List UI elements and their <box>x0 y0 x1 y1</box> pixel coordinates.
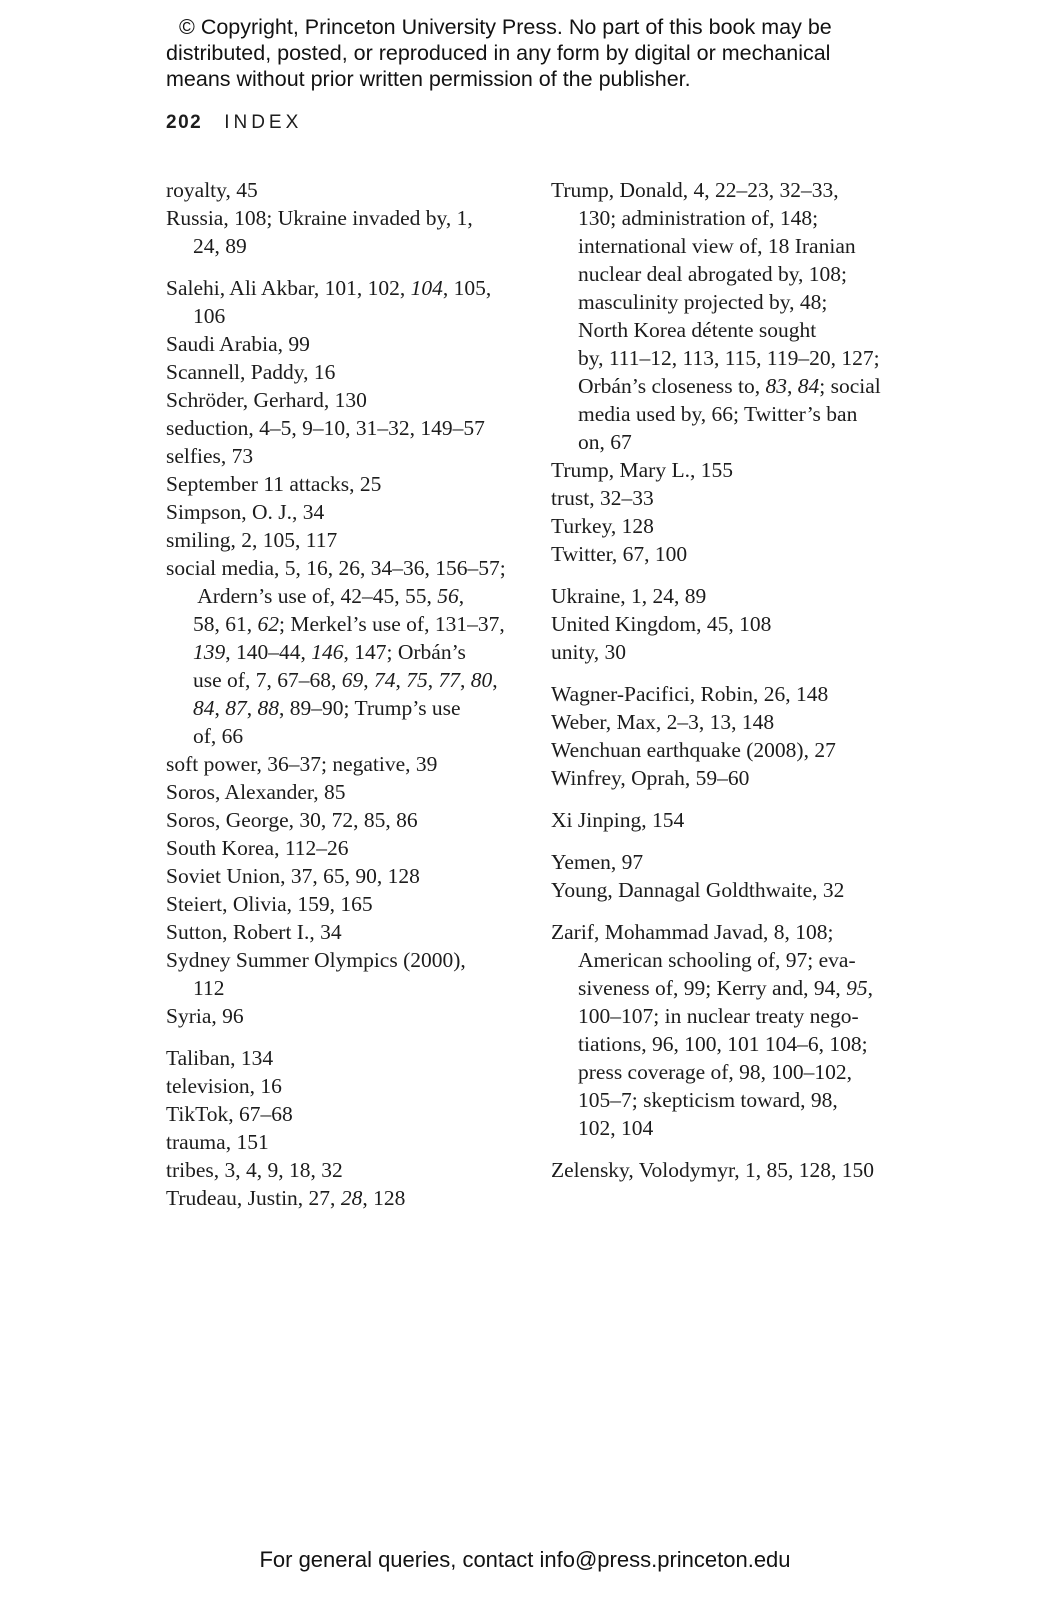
index-text: selfies, 73 <box>166 444 254 468</box>
index-group <box>551 1156 881 1184</box>
index-line <box>166 638 506 666</box>
index-text: Weber, Max, 2–3, 13, 148 <box>551 710 775 734</box>
italic-page-number: 139 <box>193 640 226 664</box>
index-line <box>166 232 506 260</box>
index-line <box>166 274 506 302</box>
index-line <box>551 582 881 610</box>
index-text: Russia, 108; Ukraine invaded by, 1, <box>166 206 473 230</box>
index-text: , <box>246 696 258 720</box>
index-group <box>551 918 881 1142</box>
index-text: , <box>427 668 439 692</box>
index-text: ; Merkel’s use of, 131–37, <box>279 612 505 636</box>
index-text: , <box>363 668 374 692</box>
index-line <box>551 260 881 288</box>
index-text: Saudi Arabia, 99 <box>166 332 310 356</box>
index-line <box>166 610 506 638</box>
index-line <box>166 1100 506 1128</box>
index-line <box>166 666 506 694</box>
index-text: Orbán’s closeness to, <box>578 374 766 398</box>
index-text: Scannell, Paddy, 16 <box>166 360 336 384</box>
index-line <box>166 302 506 330</box>
index-text: Wenchuan earthquake (2008), 27 <box>551 738 836 762</box>
index-line <box>166 442 506 470</box>
index-line <box>166 722 506 750</box>
index-line <box>166 694 506 722</box>
page-header <box>166 112 302 134</box>
index-text: TikTok, 67–68 <box>166 1102 293 1126</box>
index-line <box>166 358 506 386</box>
index-line <box>166 750 506 778</box>
index-line <box>166 1156 506 1184</box>
index-group <box>551 848 881 904</box>
index-text: Soros, George, 30, 72, 85, 86 <box>166 808 418 832</box>
index-line <box>166 386 506 414</box>
index-line <box>551 1002 881 1030</box>
index-group <box>166 1044 506 1212</box>
footer-query-note: For general queries, contact info@press.princeton.edu <box>259 1547 791 1572</box>
index-text: Soros, Alexander, 85 <box>166 780 346 804</box>
italic-page-number: 56 <box>437 584 459 608</box>
index-text: television, 16 <box>166 1074 282 1098</box>
index-line <box>551 946 881 974</box>
index-line <box>166 204 506 232</box>
index-group <box>551 806 881 834</box>
index-line <box>551 540 881 568</box>
index-text: , 105, <box>442 276 492 300</box>
index-line <box>166 526 506 554</box>
index-line <box>551 610 881 638</box>
index-text: tribes, 3, 4, 9, 18, 32 <box>166 1158 343 1182</box>
index-text: Xi Jinping, 154 <box>551 808 685 832</box>
italic-page-number: 28 <box>340 1186 363 1210</box>
italic-page-number: 87 <box>225 696 247 720</box>
index-line <box>166 1072 506 1100</box>
index-line <box>551 316 881 344</box>
index-text: , <box>492 668 498 692</box>
index-text: Ardern’s use of, 42–45, 55, <box>193 584 438 608</box>
index-line <box>551 400 881 428</box>
index-text: Syria, 96 <box>166 1004 244 1028</box>
index-line <box>166 554 506 582</box>
index-text: Young, Dannagal Goldthwaite, 32 <box>551 878 845 902</box>
index-text: nuclear deal abrogated by, 108; <box>578 262 848 286</box>
index-line <box>166 834 506 862</box>
index-line <box>551 344 881 372</box>
italic-page-number: 88 <box>257 696 279 720</box>
index-text: , 128 <box>362 1186 406 1210</box>
index-text: Steiert, Olivia, 159, 165 <box>166 892 373 916</box>
index-text: American schooling of, 97; eva- <box>578 948 856 972</box>
index-line <box>166 890 506 918</box>
index-column-left <box>166 176 506 1212</box>
index-line <box>551 204 881 232</box>
index-line <box>551 1030 881 1058</box>
index-text: , <box>214 696 226 720</box>
index-line <box>551 1114 881 1142</box>
index-text: ; social <box>819 374 881 398</box>
index-text: 102, 104 <box>578 1116 654 1140</box>
italic-page-number: 74 <box>373 668 396 692</box>
index-text: , <box>395 668 407 692</box>
index-text: Schröder, Gerhard, 130 <box>166 388 367 412</box>
copyright-line: distributed, posted, or reproduced in any form by digital or mechanical <box>166 41 831 65</box>
index-text: seduction, 4–5, 9–10, 31–32, 149–57 <box>166 416 485 440</box>
index-text: by, 111–12, 113, 115, 119–20, 127; <box>578 346 880 370</box>
index-text: siveness of, 99; Kerry and, 94, <box>578 976 847 1000</box>
index-text: international view of, 18 Iranian <box>578 234 856 258</box>
italic-page-number: 146 <box>311 640 344 664</box>
index-line <box>166 862 506 890</box>
page-number: 202 <box>166 112 203 133</box>
index-line <box>551 1086 881 1114</box>
index-text: North Korea détente sought <box>578 318 817 342</box>
index-column-right <box>551 176 881 1184</box>
index-text: Trump, Mary L., 155 <box>551 458 733 482</box>
copyright-notice <box>166 14 886 92</box>
index-line <box>551 288 881 316</box>
index-text: , 147; Orbán’s <box>343 640 466 664</box>
italic-page-number: 95 <box>846 976 868 1000</box>
index-text: 100–107; in nuclear treaty nego- <box>578 1004 859 1028</box>
index-text: September 11 attacks, 25 <box>166 472 382 496</box>
index-line <box>551 708 881 736</box>
index-text: Trump, Donald, 4, 22–23, 32–33, <box>551 178 839 202</box>
index-text: Soviet Union, 37, 65, 90, 128 <box>166 864 420 888</box>
index-line <box>166 918 506 946</box>
index-text: smiling, 2, 105, 117 <box>166 528 338 552</box>
index-text: Wagner-Pacifici, Robin, 26, 148 <box>551 682 829 706</box>
index-text: trust, 32–33 <box>551 486 654 510</box>
index-line <box>551 806 881 834</box>
index-line <box>551 974 881 1002</box>
index-line <box>551 680 881 708</box>
index-text: unity, 30 <box>551 640 627 664</box>
index-line <box>166 1044 506 1072</box>
index-group <box>551 176 881 568</box>
index-line <box>551 876 881 904</box>
index-text: United Kingdom, 45, 108 <box>551 612 772 636</box>
index-line <box>551 736 881 764</box>
copyright-line: means without prior written permission of the publisher. <box>166 67 691 91</box>
index-text: Zelensky, Volodymyr, 1, 85, 128, 150 <box>551 1158 875 1182</box>
index-text: , 89–90; Trump’s use <box>279 696 461 720</box>
italic-page-number: 104 <box>410 276 443 300</box>
index-text: 58, 61, <box>193 612 258 636</box>
italic-page-number: 84 <box>193 696 215 720</box>
index-line <box>166 1184 506 1212</box>
index-text: 130; administration of, 148; <box>578 206 819 230</box>
index-text: 105–7; skepticism toward, 98, <box>578 1088 838 1112</box>
index-line <box>166 414 506 442</box>
index-text: Salehi, Ali Akbar, 101, 102, <box>166 276 411 300</box>
index-text: Trudeau, Justin, 27, <box>166 1186 341 1210</box>
index-line <box>166 498 506 526</box>
index-line <box>166 1128 506 1156</box>
index-text: , <box>459 668 471 692</box>
index-line <box>166 974 506 1002</box>
index-title: INDEX <box>224 112 303 133</box>
index-line <box>551 372 881 400</box>
index-text: soft power, 36–37; negative, 39 <box>166 752 438 776</box>
index-text: royalty, 45 <box>166 178 258 202</box>
index-line <box>166 946 506 974</box>
index-text: Zarif, Mohammad Javad, 8, 108; <box>551 920 834 944</box>
index-text: Ukraine, 1, 24, 89 <box>551 584 707 608</box>
index-line <box>551 918 881 946</box>
index-text: trauma, 151 <box>166 1130 269 1154</box>
index-line <box>551 176 881 204</box>
index-text: , <box>787 374 798 398</box>
index-text: tiations, 96, 100, 101 104–6, 108; <box>578 1032 868 1056</box>
italic-page-number: 84 <box>797 374 820 398</box>
index-line <box>166 470 506 498</box>
index-text: , <box>458 584 465 608</box>
index-group <box>166 274 506 1030</box>
index-text: Sutton, Robert I., 34 <box>166 920 342 944</box>
index-line <box>551 1156 881 1184</box>
italic-page-number: 62 <box>257 612 279 636</box>
italic-page-number: 77 <box>438 668 460 692</box>
index-text: Simpson, O. J., 34 <box>166 500 325 524</box>
index-text: , <box>867 976 873 1000</box>
italic-page-number: 69 <box>341 668 364 692</box>
index-group <box>551 680 881 792</box>
index-line <box>551 848 881 876</box>
index-line <box>166 582 506 610</box>
italic-page-number: 83 <box>765 374 787 398</box>
index-line <box>551 456 881 484</box>
index-text: use of, 7, 67–68, <box>193 668 342 692</box>
italic-page-number: 80 <box>470 668 493 692</box>
italic-page-number: 75 <box>406 668 428 692</box>
index-text: South Korea, 112–26 <box>166 836 349 860</box>
index-text: Taliban, 134 <box>166 1046 274 1070</box>
index-line <box>551 764 881 792</box>
index-line <box>551 512 881 540</box>
index-text: , 140–44, <box>225 640 312 664</box>
index-group <box>166 176 506 260</box>
index-text: 112 <box>193 976 225 1000</box>
index-line <box>166 330 506 358</box>
index-text: Winfrey, Oprah, 59–60 <box>551 766 750 790</box>
index-line <box>166 806 506 834</box>
index-text: media used by, 66; Twitter’s ban <box>578 402 858 426</box>
index-line <box>551 638 881 666</box>
index-line <box>166 176 506 204</box>
index-line <box>551 1058 881 1086</box>
index-text: masculinity projected by, 48; <box>578 290 828 314</box>
index-text: of, 66 <box>193 724 244 748</box>
index-text: 24, 89 <box>193 234 247 258</box>
index-line <box>551 232 881 260</box>
index-line <box>551 428 881 456</box>
index-line <box>166 778 506 806</box>
index-line <box>551 484 881 512</box>
copyright-line: © Copyright, Princeton University Press. No part of this book may be <box>179 15 832 39</box>
index-line <box>166 1002 506 1030</box>
index-text: press coverage of, 98, 100–102, <box>578 1060 853 1084</box>
index-text: Twitter, 67, 100 <box>551 542 688 566</box>
index-text: Sydney Summer Olympics (2000), <box>166 948 466 972</box>
index-text: Yemen, 97 <box>551 850 644 874</box>
index-text: Turkey, 128 <box>551 514 654 538</box>
index-text: on, 67 <box>578 430 632 454</box>
index-group <box>551 582 881 666</box>
index-text: 106 <box>193 304 226 328</box>
index-text: social media, 5, 16, 26, 34–36, 156–57; <box>166 556 506 580</box>
